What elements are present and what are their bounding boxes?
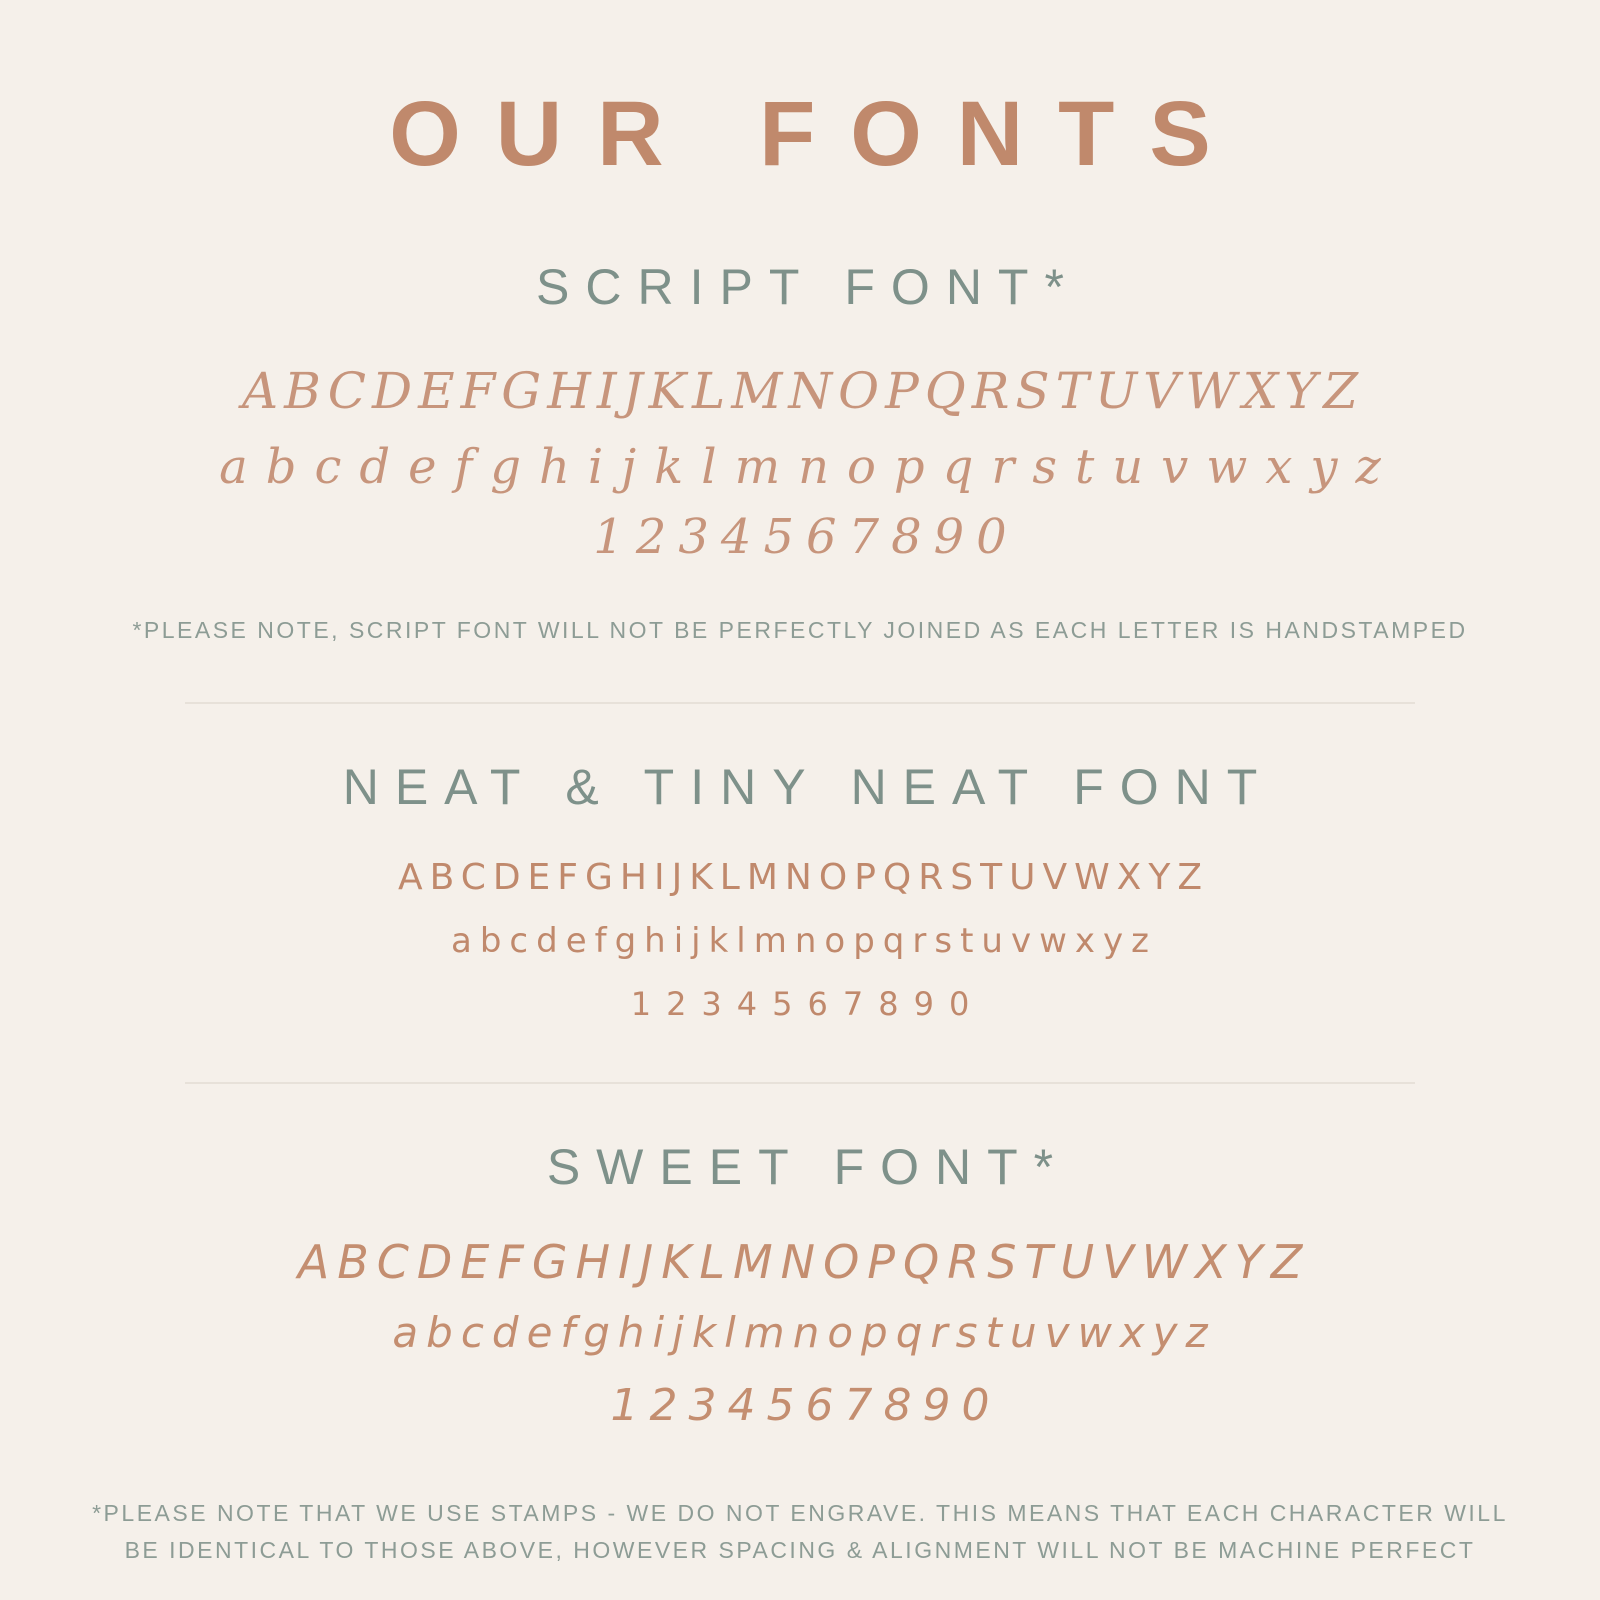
neat-uppercase-alphabet: ABCDEFGHIJKLMNOPQRSTUVWXYZ bbox=[398, 856, 1209, 898]
section-divider bbox=[185, 1082, 1415, 1084]
section-neat-font bbox=[0, 758, 1600, 1024]
stamps-disclaimer-note: *PLEASE NOTE THAT WE USE STAMPS - WE DO NOT ENGRAVE. THIS MEANS THAT EACH CHARACTER WILL BE IDENTICAL TO THOSE ABOVE, HOWEVER SPACING & ALIGNMENT WILL NOT BE MACHINE PERFECT bbox=[92, 1499, 1508, 1563]
section-script-font bbox=[0, 259, 1600, 644]
neat-lowercase-alphabet: abcdefghijklmnopqrstuvwxyz bbox=[451, 920, 1157, 961]
script-uppercase-alphabet: ABCDEFGHIJKLMNOPQRSTUVWXYZ bbox=[241, 362, 1364, 420]
page-title: OUR FONTS bbox=[389, 83, 1246, 185]
section-divider bbox=[185, 702, 1415, 704]
neat-font-heading: NEAT & TINY NEAT FONT bbox=[342, 758, 1274, 815]
sweet-uppercase-alphabet: ABCDEFGHIJKLMNOPQRSTUVWXYZ bbox=[297, 1234, 1311, 1289]
sweet-font-heading: SWEET FONT* bbox=[546, 1138, 1070, 1195]
script-lowercase-alphabet: abcdefghijklmnopqrstuvwxyz bbox=[219, 438, 1399, 495]
section-sweet-font bbox=[0, 1138, 1600, 1433]
sweet-numerals: 1234567890 bbox=[610, 1379, 1001, 1431]
script-handstamped-note: *PLEASE NOTE, SCRIPT FONT WILL NOT BE PERFECTLY JOINED AS EACH LETTER IS HANDSTAMPED bbox=[132, 616, 1468, 643]
sweet-lowercase-alphabet: abcdefghijklmnopqrstuvwxyz bbox=[392, 1308, 1216, 1358]
script-numerals: 1234567890 bbox=[593, 508, 1019, 565]
script-font-heading: SCRIPT FONT* bbox=[536, 259, 1080, 315]
neat-numerals: 1234567890 bbox=[630, 985, 985, 1024]
